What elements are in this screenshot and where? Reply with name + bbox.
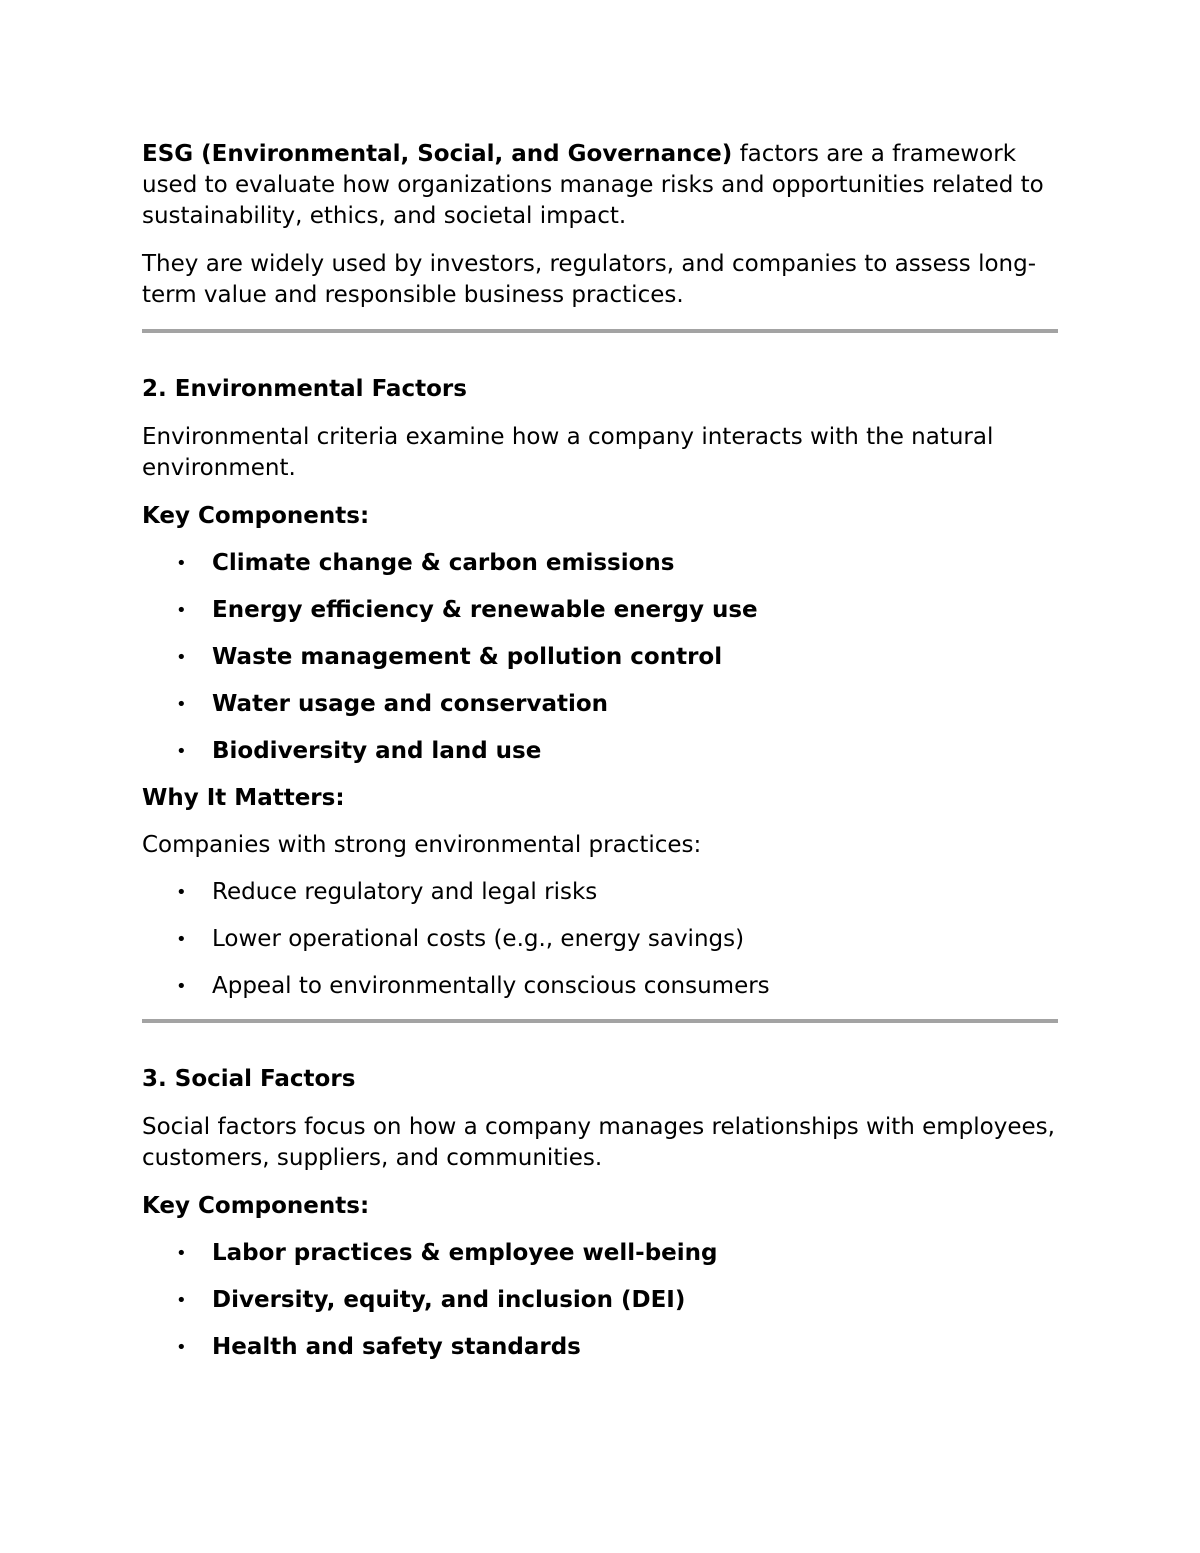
- environmental-benefits-list: [142, 877, 1058, 1002]
- bullet-icon: •: [176, 1290, 187, 1311]
- bullet-icon: •: [176, 647, 187, 668]
- why-it-matters-label: Why It Matters:: [142, 785, 345, 811]
- list-item: • Labor practices & employee well-being: [142, 1238, 1058, 1269]
- social-components-list: [142, 1238, 1058, 1363]
- section-divider: [142, 1019, 1058, 1023]
- bullet-icon: •: [176, 882, 187, 903]
- social-key-label: Key Components:: [142, 1193, 370, 1219]
- list-item: • Waste management & pollution control: [142, 642, 1058, 673]
- list-item: • Biodiversity and land use: [142, 736, 1058, 767]
- bullet-icon: •: [176, 976, 187, 997]
- list-item: • Health and safety standards: [142, 1332, 1058, 1363]
- environmental-heading: 2. Environmental Factors: [142, 376, 467, 402]
- intro-lead-rest: factors are a framework used to evaluate how organizations manage risks and opportunities related to sustainability, ethics, and societal impact.: [142, 141, 1044, 229]
- environmental-components-list: [142, 548, 1058, 767]
- list-item: • Climate change & carbon emissions: [142, 548, 1058, 579]
- intro-paragraph: [142, 139, 1058, 232]
- list-item: • Lower operational costs (e.g., energy savings): [142, 924, 1058, 955]
- why-it-matters-intro: Companies with strong environmental practices:: [142, 832, 702, 858]
- bullet-icon: •: [176, 1337, 187, 1358]
- list-item: • Energy efficiency & renewable energy use: [142, 595, 1058, 626]
- bullet-icon: •: [176, 1243, 187, 1264]
- bullet-icon: •: [176, 694, 187, 715]
- bullet-icon: •: [176, 553, 187, 574]
- list-item: • Reduce regulatory and legal risks: [142, 877, 1058, 908]
- intro-paragraph-2: They are widely used by investors, regulators, and companies to assess long-term value and responsible business practices.: [142, 251, 1037, 308]
- bullet-icon: •: [176, 600, 187, 621]
- environmental-description: Environmental criteria examine how a company interacts with the natural environment.: [142, 424, 994, 481]
- list-item: • Water usage and conservation: [142, 689, 1058, 720]
- list-item: • Appeal to environmentally conscious consumers: [142, 971, 1058, 1002]
- document-page: [142, 139, 1058, 1379]
- bullet-icon: •: [176, 929, 187, 950]
- section-divider: [142, 329, 1058, 333]
- environmental-key-label: Key Components:: [142, 503, 370, 529]
- social-heading: 3. Social Factors: [142, 1066, 356, 1092]
- bullet-icon: •: [176, 741, 187, 762]
- social-description: Social factors focus on how a company manages relationships with employees, customers, suppliers, and communities.: [142, 1114, 1055, 1171]
- list-item: • Diversity, equity, and inclusion (DEI): [142, 1285, 1058, 1316]
- intro-lead-bold: ESG (Environmental, Social, and Governance): [142, 141, 733, 167]
